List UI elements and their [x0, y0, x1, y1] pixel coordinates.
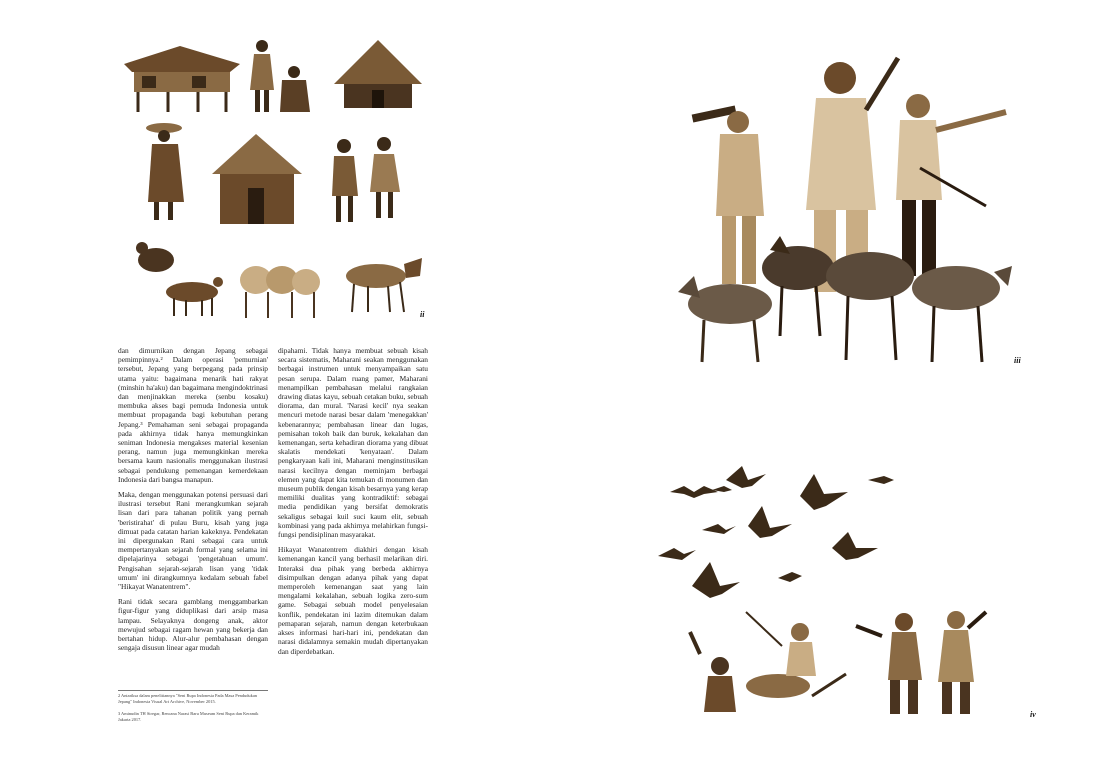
figure-ii	[122, 36, 434, 326]
figure-ii-illustrations	[122, 36, 434, 326]
children-illustration	[332, 137, 400, 222]
flock-of-birds-illustration	[658, 466, 894, 598]
col1-paragraph-1: dan dimurnikan dengan Jepang sebagai pemimpinnya.² Dalam operasi 'pemurnian' tersebut, Jepang yang berpegang pada prinsip utama yaitu: bagaimana menarik hati rakyat (minshin ha'aku) dan bagaimana mengindoktrinasi dan menjinakkan mereka (senbu kosaku) membuka akses bagi pemuda Indonesia untuk membuat propaganda bagi kebutuhan perang Jepang.³ Pemahaman seni sebagai propaganda pada akhirnya tidak hanya memungkinkan seniman Indonesia mengakses material kesenian perang, namun juga memungkinkan mereka bersama kaum nasionalis menggunakan ilustrasi sebagai pendukung pemenangan kemerdekaan Indonesia dari bangsa manapun.	[118, 346, 268, 484]
figure-iii-illustrations	[670, 40, 1030, 370]
soldier-with-telescope-illustration	[692, 106, 764, 284]
col2-paragraph-1: dipahami. Tidak hanya membuat sebuah kisah secara sistematis, Maharani seakan menggunakan berbagai instrumen untuk menyampaikan satu pesan serupa. Dalam ruang pamer, Maharani menampilkan pembahasan melalui rangkaian drawing diatas kayu, sebuah cetakan buku, sebuah diorama, dan mural. 'Narasi kecil' nya seakan mencuri metode narasi besar dalam 'menegakkan' kebenarannya; pembahasan linear dan lugas, pemisahan tokoh baik dan buruk, kekalahan dan kemenangan, serta kehadiran diorama yang dibuat skalatis mendekati 'kenyataan'. Dalam pengkaryaan kali ini, Maharani menginstitusikan narasi kecilnya dengan meminjam berbagai elemen yang dapat kita temukan di monumen dan museum publik dengan kisah besarnya yang kerap memiliki dualitas yang kontradiktif: sebagai media pendidikan yang bersifat demokratis sekaligus sebagai kuil suci kaum elit, sebuah kombinasi yang pada akhirnya melahirkan fungsi-fungsi pendisiplinan masyarakat.	[278, 346, 428, 540]
goats-illustration	[240, 266, 320, 318]
col1-paragraph-2: Maka, dengan menggunakan potensi persuasi dari ilustrasi tersebut Rani merangkumkan sejarah lisan dari para tahanan politik yang pernah 'beristirahat' di pulau Buru, kisah yang juga dimuat pada catatan harian kakeknya. Pendekatan ini dipergunakan Rani sebagai cara untuk mempertanyakan sejarah formal yang selama ini dipelajarinya sebagai 'pengetahuan umum'. Pengisahan sejarah-sejarah lisan yang 'tidak umum' ini dirangkumnya kedalam sebuah fabel "Hikayat Wanatentrem".	[118, 490, 268, 592]
text-column-1	[118, 346, 268, 659]
figure-ii-label: ii	[420, 310, 425, 319]
right-page	[558, 0, 1116, 760]
footnote-rule	[118, 690, 268, 691]
col1-paragraph-3: Rani tidak secara gamblang menggambarkan figur-figur yang diduplikasi dari arsip masa lampau. Selayaknya dongeng anak, aktor mewujud sebagai ragam hewan yang bekerja dan bertahan hidup. Alur-alur pembahasan dengan sengaja disusun linear agar mudah	[118, 597, 268, 653]
thatched-hut-illustration	[334, 40, 422, 108]
figure-iii	[670, 40, 1030, 370]
stilt-house-illustration	[124, 46, 240, 112]
figure-iv-label: iv	[1030, 710, 1036, 719]
text-column-2	[278, 346, 428, 662]
deer-illustration	[136, 242, 223, 316]
pointing-figure-illustration	[896, 94, 1006, 276]
villagers-illustration	[250, 40, 310, 112]
col2-paragraph-2: Hikayat Wanatentrem diakhiri dengan kisah kemenangan kancil yang berhasil melarikan diri. Interaksi dua pihak yang berbeda akhirnya disimpulkan dengan adanya pihak yang dapat memperoleh kemenangan saat yang lain mengalami kekalahan, sebuah logika zero-sum game. Sebagai sebuah model penyelesaian konflik, pendekatan ini lazim ditemukan dalam pemaparan sejarah, namun dengan keterbukaan akses informasi hari-hari ini, pendekatan dan narasi didalamnya semakin mudah dipertanyakan dan diperdebatkan.	[278, 545, 428, 656]
figure-iv	[650, 460, 1040, 722]
footnote-3: 3 Aminudin TH Siregar, Rencana Narasi Baru Museum Seni Rupa dan Keramik Jakarta 2017.	[118, 711, 259, 722]
round-hut-illustration	[212, 134, 302, 224]
wolf-illustration	[346, 258, 422, 312]
footnote-2: 2 Antariksa dalam penelitiannya "Seni Rupa Indonesia Pada Masa Pendudukan Jepang" Indonesia Visual Art Archive, November 2015.	[118, 693, 257, 704]
figure-iii-label: iii	[1014, 356, 1021, 365]
fighting-figures-illustration	[690, 611, 986, 714]
figure-iv-illustrations	[650, 460, 1040, 722]
woman-with-hat-illustration	[146, 123, 184, 220]
